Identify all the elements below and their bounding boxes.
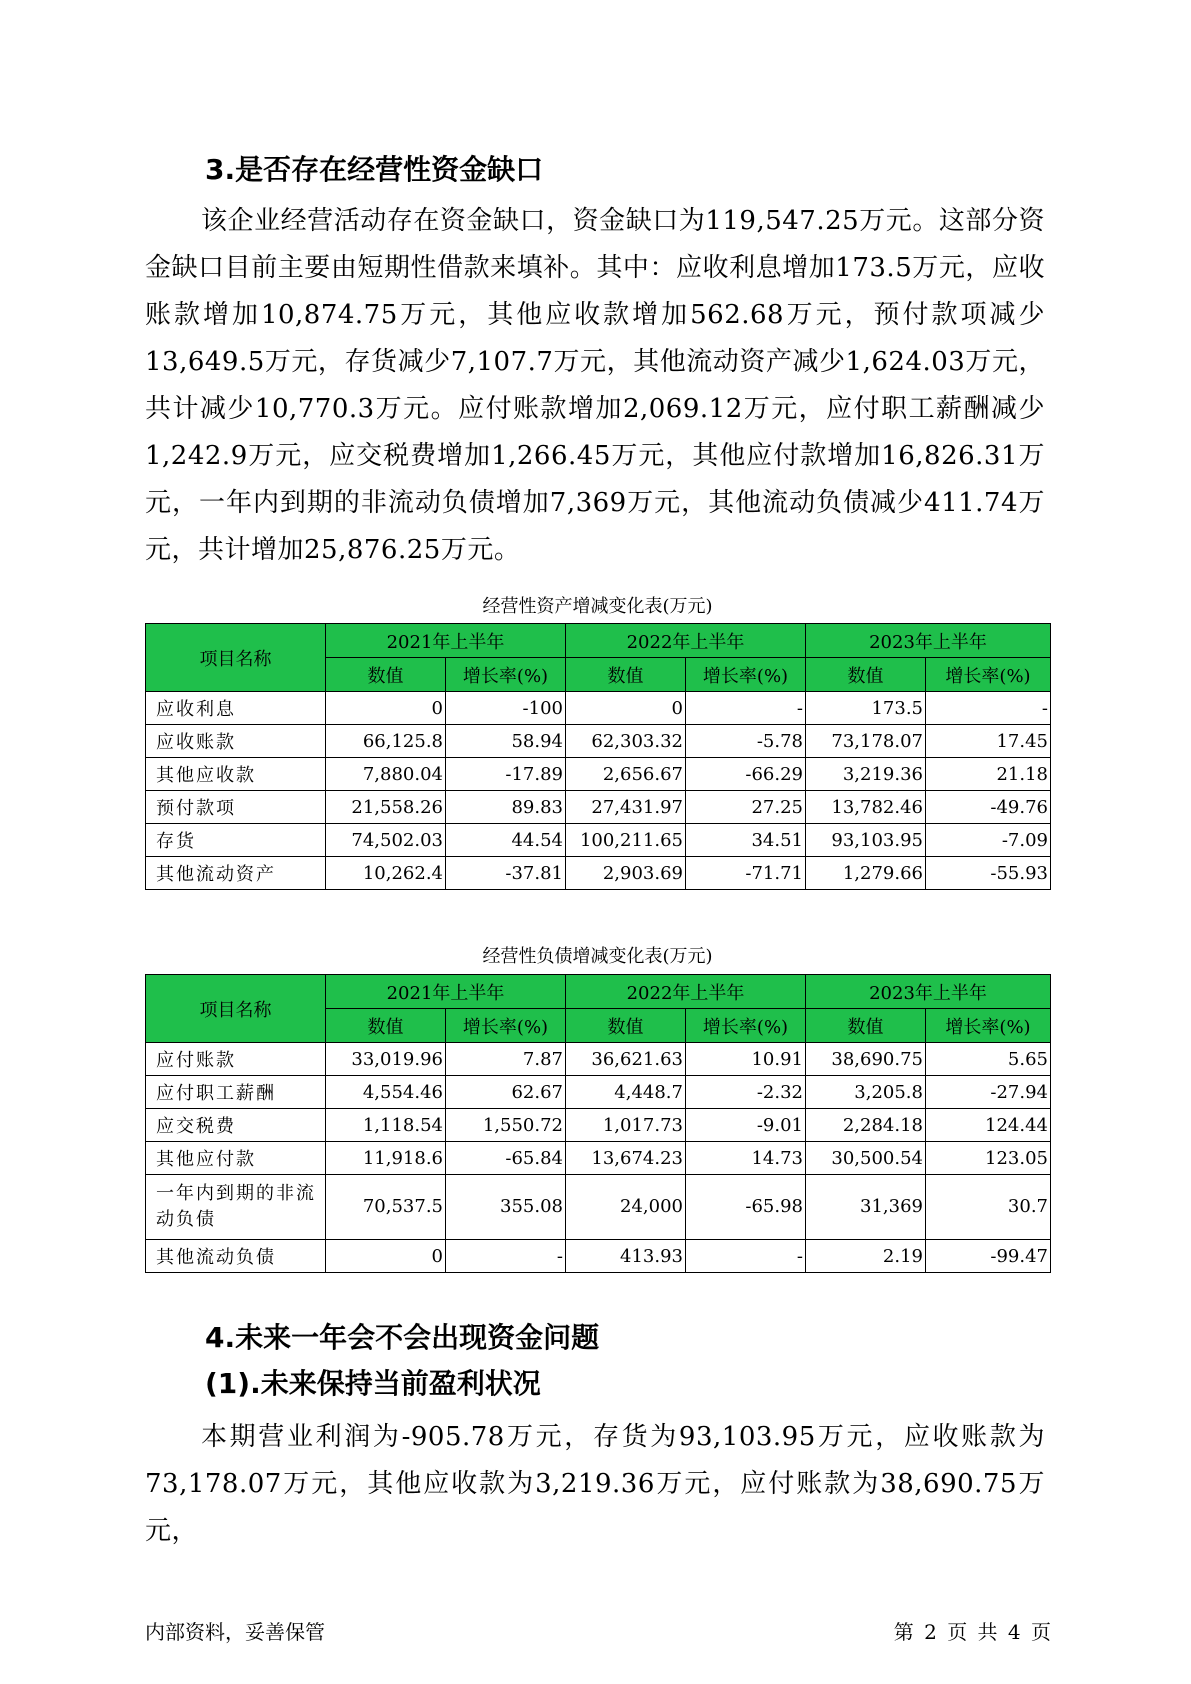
cell-value: 73,178.07	[806, 725, 926, 758]
header-period: 2022年上半年	[566, 975, 806, 1009]
footer-confidential-note: 内部资料，妥善保管	[145, 1620, 325, 1644]
cell-growth-rate: 17.45	[926, 725, 1051, 758]
cell-value: 11,918.6	[326, 1142, 446, 1175]
row-item-name: 应收账款	[146, 725, 326, 758]
table-row	[146, 791, 1051, 824]
cell-growth-rate: 34.51	[686, 824, 806, 857]
cell-growth-rate: -27.94	[926, 1076, 1051, 1109]
cell-value: 1,118.54	[326, 1109, 446, 1142]
cell-growth-rate: -65.98	[686, 1175, 806, 1240]
table-row	[146, 857, 1051, 890]
cell-growth-rate: -	[686, 692, 806, 725]
row-item-name: 应收利息	[146, 692, 326, 725]
cell-growth-rate: 124.44	[926, 1109, 1051, 1142]
cell-growth-rate: -	[446, 1240, 566, 1273]
cell-growth-rate: -71.71	[686, 857, 806, 890]
liabilities-table-body	[146, 1043, 1051, 1273]
row-item-name: 应付账款	[146, 1043, 326, 1076]
cell-growth-rate: -	[686, 1240, 806, 1273]
row-item-name: 其他应收款	[146, 758, 326, 791]
cell-growth-rate: 7.87	[446, 1043, 566, 1076]
header-rate: 增长率(%)	[446, 1009, 566, 1043]
cell-value: 30,500.54	[806, 1142, 926, 1175]
cell-value: 13,782.46	[806, 791, 926, 824]
row-item-name: 一年内到期的非流动负债	[146, 1175, 326, 1240]
header-value: 数值	[806, 1009, 926, 1043]
section-4-heading: 4.未来一年会不会出现资金问题	[205, 1321, 600, 1354]
row-item-name: 应付职工薪酬	[146, 1076, 326, 1109]
cell-growth-rate: -49.76	[926, 791, 1051, 824]
table-row	[146, 1043, 1051, 1076]
cell-value: 24,000	[566, 1175, 686, 1240]
cell-value: 4,554.46	[326, 1076, 446, 1109]
cell-value: 36,621.63	[566, 1043, 686, 1076]
cell-value: 0	[326, 692, 446, 725]
cell-growth-rate: -7.09	[926, 824, 1051, 857]
table-row	[146, 824, 1051, 857]
cell-value: 3,219.36	[806, 758, 926, 791]
cell-value: 2,284.18	[806, 1109, 926, 1142]
cell-value: 2,656.67	[566, 758, 686, 791]
cell-growth-rate: 27.25	[686, 791, 806, 824]
row-item-name: 其他应付款	[146, 1142, 326, 1175]
row-item-name: 其他流动负债	[146, 1240, 326, 1273]
cell-value: 4,448.7	[566, 1076, 686, 1109]
cell-value: 93,103.95	[806, 824, 926, 857]
header-period: 2021年上半年	[326, 975, 566, 1009]
cell-value: 2,903.69	[566, 857, 686, 890]
cell-growth-rate: 21.18	[926, 758, 1051, 791]
row-item-name: 其他流动资产	[146, 857, 326, 890]
cell-value: 100,211.65	[566, 824, 686, 857]
cell-value: 173.5	[806, 692, 926, 725]
header-rate: 增长率(%)	[926, 658, 1051, 692]
cell-growth-rate: -99.47	[926, 1240, 1051, 1273]
table-row	[146, 725, 1051, 758]
table-row	[146, 758, 1051, 791]
liabilities-table-caption: 经营性负债增减变化表(万元)	[482, 946, 713, 967]
header-item-name: 项目名称	[146, 624, 326, 692]
cell-growth-rate: -2.32	[686, 1076, 806, 1109]
cell-growth-rate: -66.29	[686, 758, 806, 791]
cell-value: 38,690.75	[806, 1043, 926, 1076]
cell-growth-rate: 14.73	[686, 1142, 806, 1175]
cell-value: 413.93	[566, 1240, 686, 1273]
table-row	[146, 1142, 1051, 1175]
header-rate: 增长率(%)	[926, 1009, 1051, 1043]
cell-value: 66,125.8	[326, 725, 446, 758]
cell-growth-rate: -	[926, 692, 1051, 725]
cell-growth-rate: 123.05	[926, 1142, 1051, 1175]
cell-value: 62,303.32	[566, 725, 686, 758]
table-row	[146, 1240, 1051, 1273]
cell-value: 74,502.03	[326, 824, 446, 857]
cell-growth-rate: 58.94	[446, 725, 566, 758]
liabilities-change-table	[145, 974, 1051, 1273]
header-period: 2023年上半年	[806, 975, 1051, 1009]
cell-growth-rate: 30.7	[926, 1175, 1051, 1240]
section-4-subheading: (1).未来保持当前盈利状况	[205, 1367, 541, 1400]
cell-growth-rate: 89.83	[446, 791, 566, 824]
section-3-heading: 3.是否存在经营性资金缺口	[205, 153, 544, 186]
cell-growth-rate: -55.93	[926, 857, 1051, 890]
cell-value: 3,205.8	[806, 1076, 926, 1109]
table-row	[146, 692, 1051, 725]
cell-value: 70,537.5	[326, 1175, 446, 1240]
cell-value: 10,262.4	[326, 857, 446, 890]
header-value: 数值	[326, 658, 446, 692]
cell-value: 1,017.73	[566, 1109, 686, 1142]
table-row	[146, 1109, 1051, 1142]
cell-growth-rate: 44.54	[446, 824, 566, 857]
section-4-paragraph: 本期营业利润为-905.78万元，存货为93,103.95万元，应收账款为73,178.07万元，其他应收款为3,219.36万元，应付账款为38,690.75万元，	[145, 1422, 1045, 1546]
cell-value: 21,558.26	[326, 791, 446, 824]
header-value: 数值	[566, 1009, 686, 1043]
header-period: 2022年上半年	[566, 624, 806, 658]
cell-growth-rate: 10.91	[686, 1043, 806, 1076]
cell-value: 0	[566, 692, 686, 725]
cell-value: 1,279.66	[806, 857, 926, 890]
cell-growth-rate: 1,550.72	[446, 1109, 566, 1142]
row-item-name: 应交税费	[146, 1109, 326, 1142]
header-period: 2023年上半年	[806, 624, 1051, 658]
header-value: 数值	[566, 658, 686, 692]
table-row	[146, 1076, 1051, 1109]
assets-change-table	[145, 623, 1051, 890]
header-rate: 增长率(%)	[686, 658, 806, 692]
header-rate: 增长率(%)	[686, 1009, 806, 1043]
cell-growth-rate: -17.89	[446, 758, 566, 791]
row-item-name: 存货	[146, 824, 326, 857]
assets-table-caption: 经营性资产增减变化表(万元)	[482, 596, 713, 617]
header-period: 2021年上半年	[326, 624, 566, 658]
section-3-paragraph: 该企业经营活动存在资金缺口，资金缺口为119,547.25万元。这部分资金缺口目前主要由短期性借款来填补。其中：应收利息增加173.5万元，应收账款增加10,874.75万元，其他应收款增加562.68万元，预付款项减少13,649.5万元，存货减少7,107.7万元，其他流动资产减少1,624.03万元，共计减少10,770.3万元。应付账款增加2,069.12万元，应付职工薪酬减少1,242.9万元，应交税费增加1,266.45万元，其他应付款增加16,826.31万元，一年内到期的非流动负债增加7,369万元，其他流动负债减少411.74万元，共计增加25,876.25万元。	[145, 206, 1045, 565]
cell-value: 7,880.04	[326, 758, 446, 791]
cell-value: 31,369	[806, 1175, 926, 1240]
cell-growth-rate: -100	[446, 692, 566, 725]
footer-page-number: 第 2 页 共 4 页	[893, 1620, 1051, 1644]
cell-growth-rate: 62.67	[446, 1076, 566, 1109]
cell-growth-rate: 5.65	[926, 1043, 1051, 1076]
row-item-name: 预付款项	[146, 791, 326, 824]
table-row	[146, 1175, 1051, 1240]
cell-growth-rate: -65.84	[446, 1142, 566, 1175]
header-value: 数值	[326, 1009, 446, 1043]
header-value: 数值	[806, 658, 926, 692]
cell-value: 2.19	[806, 1240, 926, 1273]
cell-value: 27,431.97	[566, 791, 686, 824]
cell-value: 13,674.23	[566, 1142, 686, 1175]
cell-growth-rate: -9.01	[686, 1109, 806, 1142]
header-item-name: 项目名称	[146, 975, 326, 1043]
cell-value: 33,019.96	[326, 1043, 446, 1076]
assets-table-body	[146, 692, 1051, 890]
cell-growth-rate: -5.78	[686, 725, 806, 758]
cell-growth-rate: -37.81	[446, 857, 566, 890]
cell-value: 0	[326, 1240, 446, 1273]
header-rate: 增长率(%)	[446, 658, 566, 692]
cell-growth-rate: 355.08	[446, 1175, 566, 1240]
